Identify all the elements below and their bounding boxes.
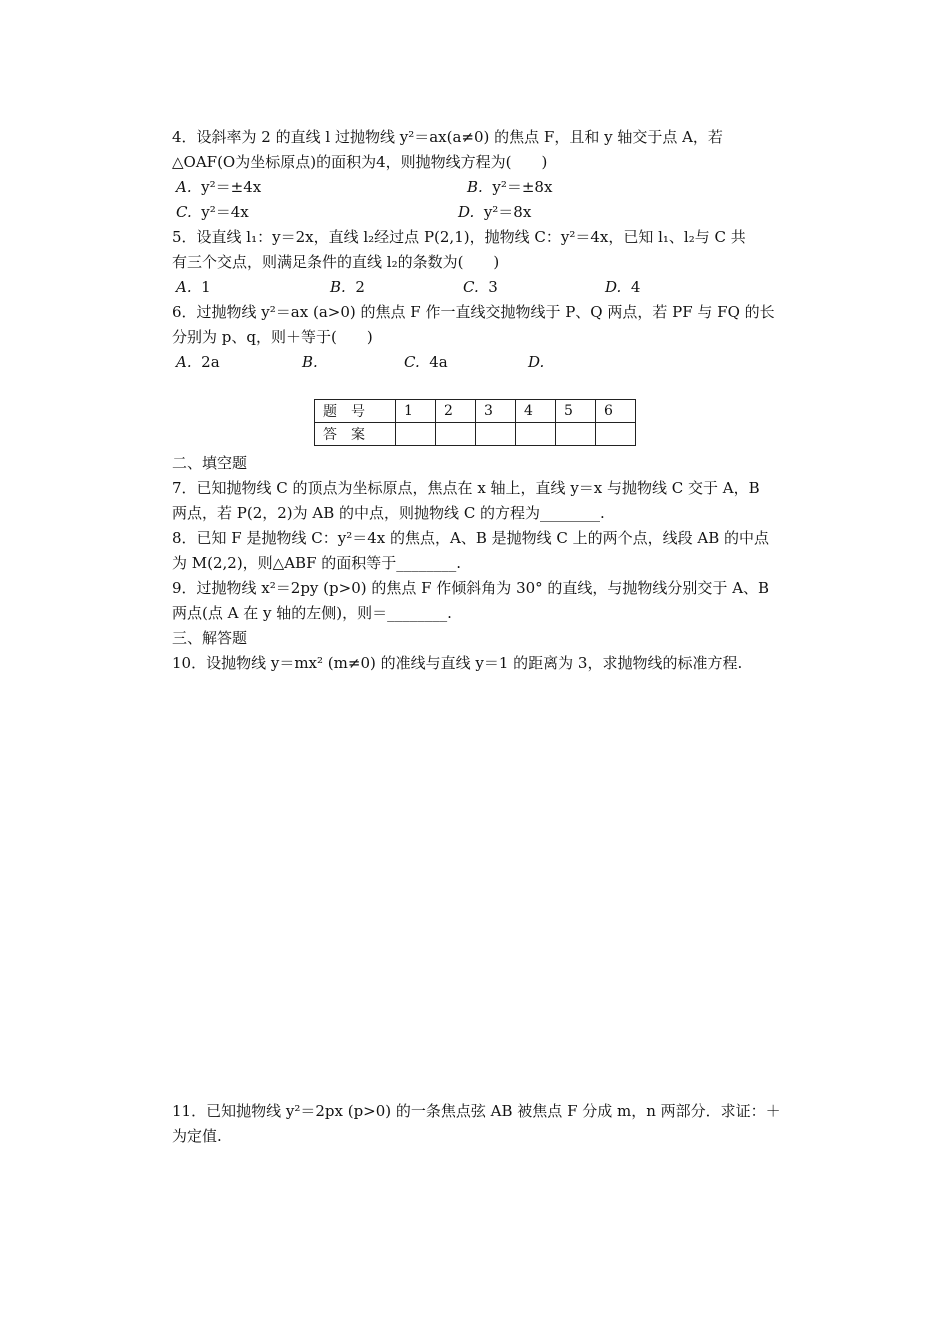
q5-option-d: D. 4 xyxy=(605,278,641,296)
q5-option-b: B. 2 xyxy=(330,278,365,296)
question-number-cell: 3 xyxy=(476,400,516,423)
q4-option-a: A. y²＝±4x xyxy=(176,178,262,196)
q7-line1: 7．已知抛物线 C 的顶点为坐标原点，焦点在 x 轴上，直线 y＝x 与抛物线 C 交于 A，B xyxy=(172,479,760,497)
answer-table-header-row xyxy=(315,400,636,423)
question-number-label: 题 号 xyxy=(315,400,396,423)
answer-label: 答 案 xyxy=(315,423,396,446)
question-number-cell: 4 xyxy=(516,400,556,423)
section-fill-in-title: 二、填空题 xyxy=(172,454,248,472)
q9-line1: 9．过抛物线 x²＝2py (p>0) 的焦点 F 作倾斜角为 30° 的直线，与抛物线分别交于 A、B xyxy=(172,579,770,597)
q6-line2: 分别为 p、q，则＋等于( ) xyxy=(172,328,373,346)
answer-table xyxy=(314,399,636,446)
q6-line1: 6．过抛物线 y²＝ax (a>0) 的焦点 F 作一直线交抛物线于 P、Q 两点，若 PF 与 FQ 的长 xyxy=(172,303,775,321)
question-number-cell: 1 xyxy=(396,400,436,423)
q6-option-a: A. 2a xyxy=(176,353,220,371)
q4-line1: 4．设斜率为 2 的直线 l 过抛物线 y²＝ax(a≠0) 的焦点 F，且和 y 轴交于点 A，若 xyxy=(172,128,723,146)
answer-table-answer-row xyxy=(315,423,636,446)
q4-option-d: D. y²＝8x xyxy=(458,203,532,221)
q5-line2: 有三个交点，则满足条件的直线 l₂的条数为( ) xyxy=(172,253,500,271)
q6-option-b: B. xyxy=(302,353,318,371)
q5-option-a: A. 1 xyxy=(176,278,211,296)
q6-option-c: C. 4a xyxy=(404,353,448,371)
q4-line2: △OAF(O为坐标原点)的面积为4，则抛物线方程为( ) xyxy=(172,153,548,171)
answer-cell[interactable] xyxy=(436,423,476,446)
q8-line2: 为 M(2,2)，则△ABF 的面积等于________. xyxy=(172,554,462,572)
q4-option-b: B. y²＝±8x xyxy=(467,178,553,196)
q4-option-c: C. y²＝4x xyxy=(176,203,249,221)
answer-cell[interactable] xyxy=(516,423,556,446)
q8-line1: 8．已知 F 是抛物线 C：y²＝4x 的焦点，A、B 是抛物线 C 上的两个点，线段 AB 的中点 xyxy=(172,529,770,547)
answer-cell[interactable] xyxy=(476,423,516,446)
q5-line1: 5．设直线 l₁：y＝2x，直线 l₂经过点 P(2,1)，抛物线 C：y²＝4x，已知 l₁、l₂与 C 共 xyxy=(172,228,746,246)
q5-option-c: C. 3 xyxy=(463,278,498,296)
answer-cell[interactable] xyxy=(556,423,596,446)
question-number-cell: 2 xyxy=(436,400,476,423)
q10-line1: 10．设抛物线 y＝mx² (m≠0) 的准线与直线 y＝1 的距离为 3，求抛物线的标准方程. xyxy=(172,654,743,672)
q11-line2: 为定值. xyxy=(172,1127,222,1145)
section-solve-title: 三、解答题 xyxy=(172,629,248,647)
question-number-cell: 6 xyxy=(596,400,636,423)
q9-line2: 两点(点 A 在 y 轴的左侧)，则＝________. xyxy=(172,604,452,622)
question-number-cell: 5 xyxy=(556,400,596,423)
q6-option-d: D. xyxy=(528,353,545,371)
q7-line2: 两点，若 P(2，2)为 AB 的中点，则抛物线 C 的方程为________. xyxy=(172,504,605,522)
q11-line1: 11．已知抛物线 y²＝2px (p>0) 的一条焦点弦 AB 被焦点 F 分成 m，n 两部分．求证：＋ xyxy=(172,1102,781,1120)
answer-cell[interactable] xyxy=(596,423,636,446)
answer-cell[interactable] xyxy=(396,423,436,446)
